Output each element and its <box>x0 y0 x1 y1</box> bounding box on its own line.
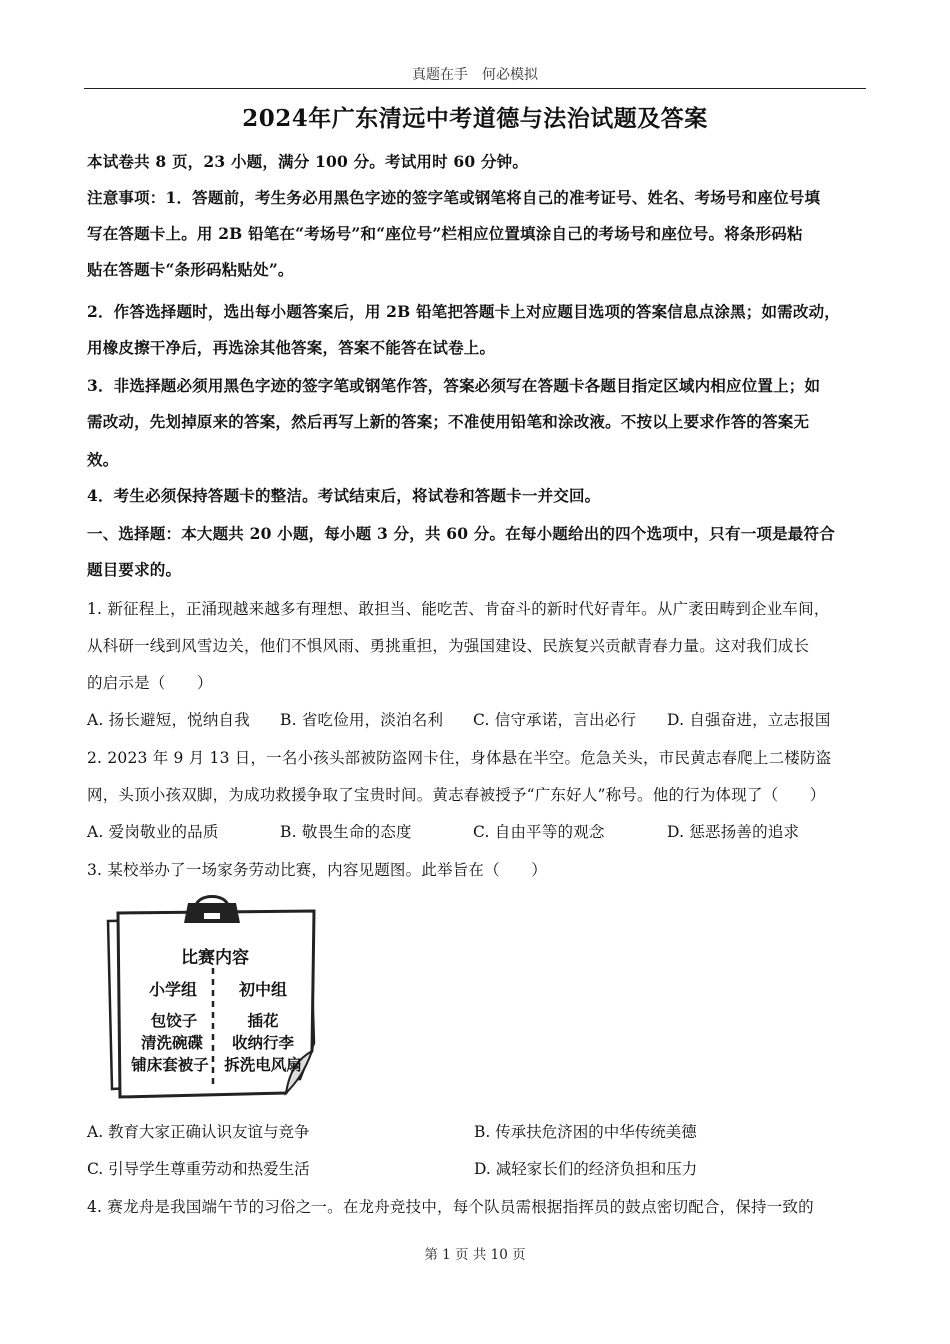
notice-item-3-line-1: 3．非选择题必须用黑色字迹的签字笔或钢笔作答，答案必须写在答题卡各题目指定区域内相应位置上；如 <box>87 376 821 395</box>
junior-group-label: 初中组 <box>238 980 287 999</box>
exam-info-line: 本试卷共 8 页，23 小题，满分 100 分。考试用时 60 分钟。 <box>87 152 529 171</box>
notice-line-2: 写在答题卡上。用 2B 铅笔在“考场号”和“座位号”栏相应位置填涂自己的考场号和座位号。将条形码粘 <box>87 224 803 243</box>
q3-option-d[interactable]: D. 减轻家长们的经济负担和压力 <box>474 1160 698 1178</box>
q2-stem-line-2: 网，头顶小孩双脚，为成功救援争取了宝贵时间。黄志春被授予“广东好人”称号。他的行为体现了（ ） <box>87 786 826 804</box>
q1-option-a[interactable]: A. 扬长避短，悦纳自我 <box>87 711 250 729</box>
q2-option-b[interactable]: B. 敬畏生命的态度 <box>280 823 412 841</box>
q2-option-c[interactable]: C. 自由平等的观念 <box>473 823 605 841</box>
q2-option-d[interactable]: D. 惩恶扬善的追求 <box>667 823 800 841</box>
q1-option-b[interactable]: B. 省吃俭用，淡泊名利 <box>280 711 444 729</box>
primary-item-1: 包饺子 <box>150 1011 198 1030</box>
q3-stem: 3. 某校举办了一场家务劳动比赛，内容见题图。此举旨在（ ） <box>87 861 547 879</box>
figure-heading: 比赛内容 <box>181 948 249 968</box>
notice-item-3-line-2: 需改动，先划掉原来的答案，然后再写上新的答案；不准使用铅笔和涂改液。不按以上要求作答的答案无 <box>87 412 810 431</box>
page-footer: 第 1 页 共 10 页 <box>424 1247 526 1263</box>
q2-option-a[interactable]: A. 爱岗敬业的品质 <box>87 823 219 841</box>
q1-stem-line-3: 的启示是（ ） <box>87 674 213 692</box>
q3-option-c[interactable]: C. 引导学生尊重劳动和热爱生活 <box>87 1160 310 1178</box>
q3-option-a[interactable]: A. 教育大家正确认识友谊与竞争 <box>87 1123 310 1141</box>
q2-stem-line-1: 2. 2023 年 9 月 13 日，一名小孩头部被防盗网卡住，身体悬在半空。危急关头，市民黄志春爬上二楼防盗 <box>87 749 832 767</box>
q1-stem-line-1: 1. 新征程上，正涌现越来越多有理想、敢担当、能吃苦、肯奋斗的新时代好青年。从广袤田畴到企业车间， <box>87 600 830 618</box>
notice-line-1: 注意事项：1．答题前，考生务必用黑色字迹的签字笔或钢笔将自己的准考证号、姓名、考场号和座位号填 <box>87 188 821 207</box>
junior-item-2: 收纳行李 <box>231 1033 294 1052</box>
primary-item-2: 清洗碗碟 <box>140 1033 203 1052</box>
competition-content-figure <box>100 893 325 1105</box>
q1-option-c[interactable]: C. 信守承诺，言出必行 <box>473 711 637 729</box>
q3-option-b[interactable]: B. 传承扶危济困的中华传统美德 <box>474 1123 697 1141</box>
q1-stem-line-2: 从科研一线到风雪边关，他们不惧风雨、勇挑重担，为强国建设、民族复兴贡献青春力量。这对我们成长 <box>87 637 810 655</box>
notice-item-3-line-3: 效。 <box>87 450 119 469</box>
header-rule <box>84 88 866 89</box>
notice-item-4: 4．考生必须保持答题卡的整洁。考试结束后，将试卷和答题卡一并交回。 <box>87 486 601 505</box>
notice-item-2-line-2: 用橡皮擦干净后，再选涂其他答案，答案不能答在试卷上。 <box>87 338 496 357</box>
notice-line-3: 贴在答题卡“条形码粘贴处”。 <box>87 260 294 279</box>
junior-item-1: 插花 <box>247 1011 279 1030</box>
primary-item-3: 铺床套被子 <box>131 1055 209 1074</box>
primary-group-label: 小学组 <box>148 980 197 999</box>
section-heading-line-1: 一、选择题：本大题共 20 小题，每小题 3 分，共 60 分。在每小题给出的四个选项中，只有一项是最符合 <box>87 524 835 543</box>
page-header: 真题在手 何必模拟 <box>412 67 538 83</box>
q1-option-d[interactable]: D. 自强奋进，立志报国 <box>667 711 831 729</box>
q4-stem-line-1: 4. 赛龙舟是我国端午节的习俗之一。在龙舟竞技中，每个队员需根据指挥员的鼓点密切配合，保持一致的 <box>87 1198 814 1216</box>
notice-item-2-line-1: 2．作答选择题时，选出每小题答案后，用 2B 铅笔把答题卡上对应题目选项的答案信息点涂黑；如需改动， <box>87 302 840 321</box>
page-title: 2024年广东清远中考道德与法治试题及答案 <box>242 105 708 132</box>
section-heading-line-2: 题目要求的。 <box>87 560 182 579</box>
junior-item-3: 拆洗电风扇 <box>224 1055 302 1074</box>
